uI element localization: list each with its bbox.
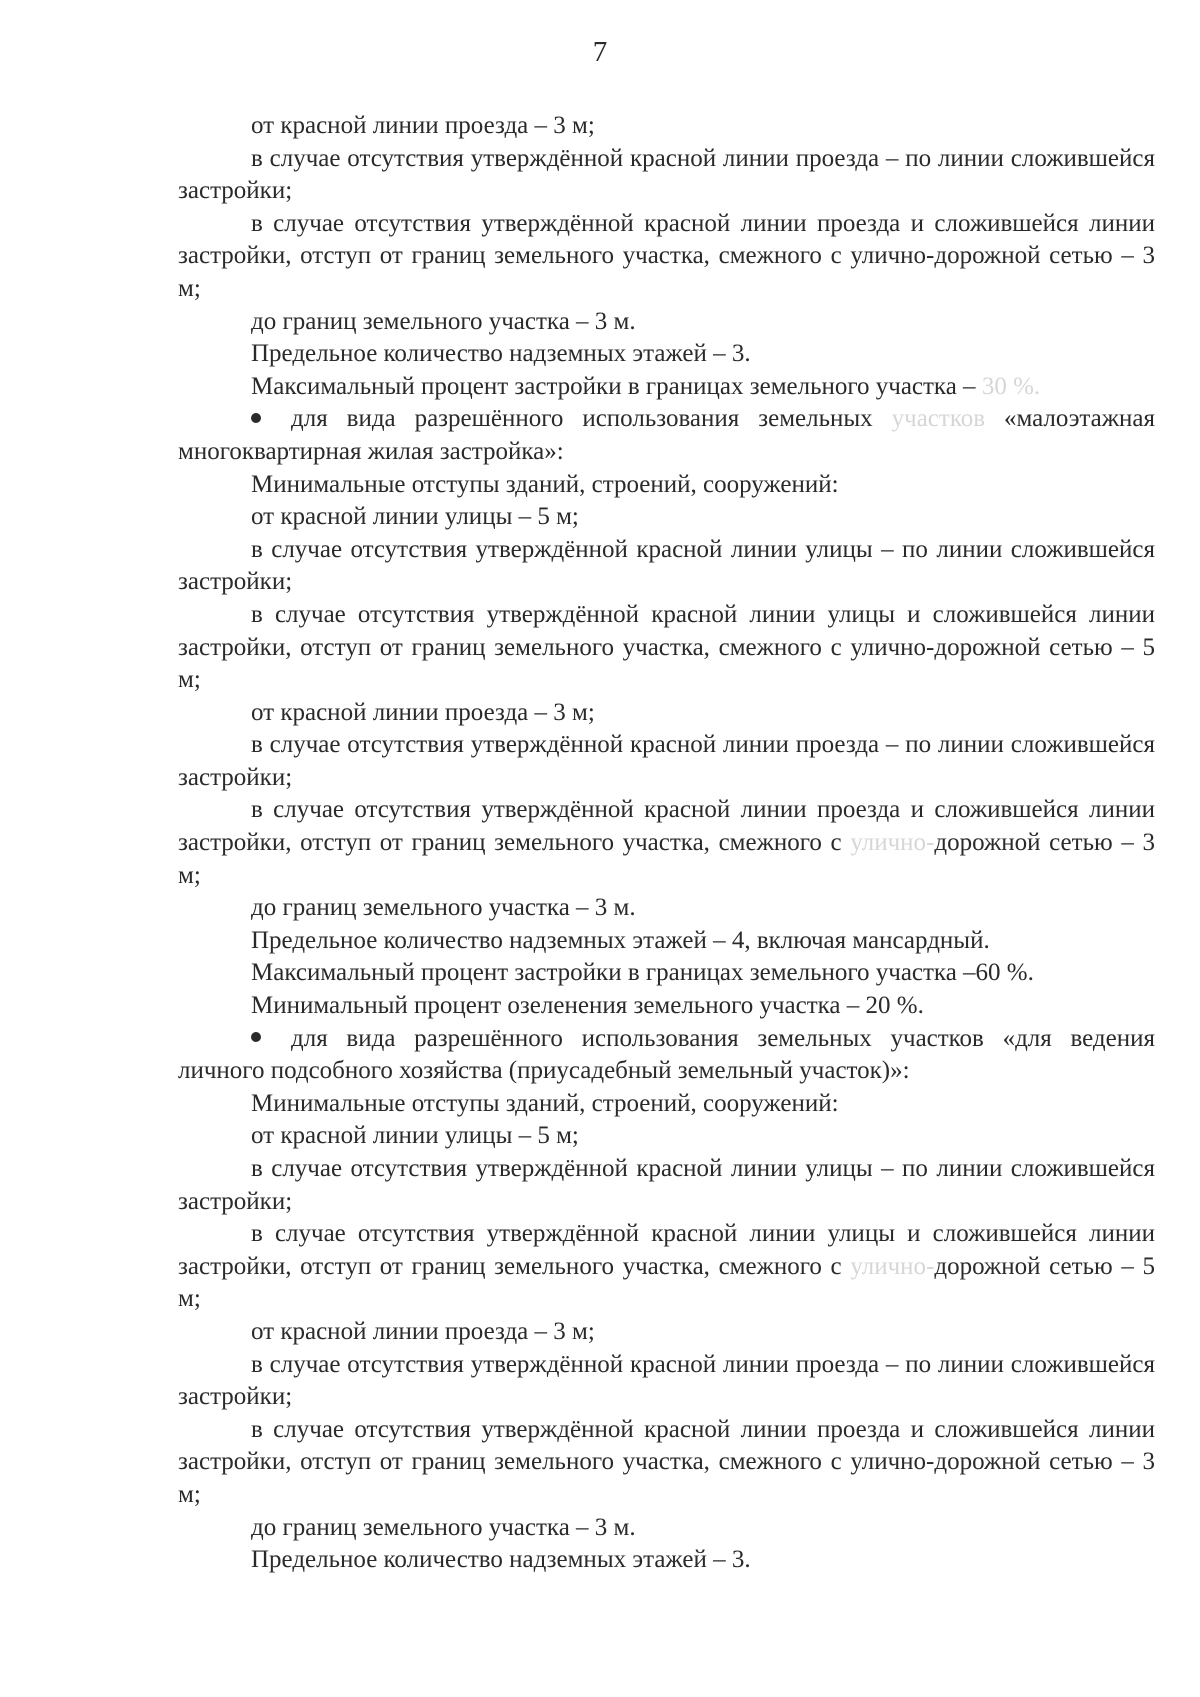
paragraph: до границ земельного участка – 3 м. — [251, 894, 636, 922]
document-body — [178, 110, 1155, 1577]
bullet-icon — [251, 413, 261, 423]
paragraph: в случае отсутствия утверждённой красной линии улицы и сложившейся линии застройки, отступ от границ земельного участка, смежного с улично-дорожной сетью – 5 м; — [178, 600, 1155, 694]
paragraph: Минимальные отступы зданий, строений, сооружений: — [251, 470, 839, 498]
faded-text: участков — [891, 405, 985, 433]
paragraph: от красной линии проезда – 3 м; — [251, 1317, 595, 1345]
paragraph: до границ земельного участка – 3 м. — [251, 307, 636, 335]
paragraph: Максимальный процент застройки в границах земельного участка – 30 %. — [251, 372, 1041, 400]
bullet-icon — [251, 1032, 261, 1042]
page-number: 7 — [592, 36, 608, 68]
bullet-paragraph: для вида разрешённого использования земельных участков «для ведения личного подсобного хозяйства (приусадебный земельный участок)»: — [178, 1024, 1155, 1085]
faded-text: улично- — [850, 1252, 935, 1280]
faded-text: 30 %. — [981, 372, 1041, 400]
paragraph: в случае отсутствия утверждённой красной линии проезда и сложившейся линии застройки, отступ от границ земельного участка, смежного с улично-дорожной сетью – 3 м; — [178, 209, 1155, 302]
faded-text: улично- — [850, 829, 935, 857]
paragraph: в случае отсутствия утверждённой красной линии проезда – по линии сложившейся застройки; — [178, 144, 1155, 205]
paragraph: Предельное количество надземных этажей – 4, включая мансардный. — [251, 926, 990, 954]
paragraph: Минимальные отступы зданий, строений, сооружений: — [251, 1089, 839, 1117]
paragraph: от красной линии проезда – 3 м; — [251, 698, 595, 726]
paragraph: в случае отсутствия утверждённой красной линии улицы – по линии сложившейся застройки; — [178, 1155, 1155, 1215]
paragraph: в случае отсутствия утверждённой красной линии улицы и сложившейся линии застройки, отступ от границ земельного участка, смежного с улично-дорожной сетью – 5 м; — [178, 1220, 1155, 1313]
paragraph: Максимальный процент застройки в границах земельного участка –60 %. — [251, 959, 1034, 987]
paragraph: от красной линии улицы – 5 м; — [251, 1122, 579, 1150]
paragraph: в случае отсутствия утверждённой красной линии проезда – по линии сложившейся застройки; — [178, 1350, 1155, 1411]
paragraph: в случае отсутствия утверждённой красной линии проезда и сложившейся линии застройки, отступ от границ земельного участка, смежного с улично-дорожной сетью – 3 м; — [178, 1415, 1155, 1508]
paragraph: в случае отсутствия утверждённой красной линии улицы – по линии сложившейся застройки; — [178, 535, 1155, 596]
paragraph: от красной линии улицы – 5 м; — [251, 503, 579, 531]
paragraph: Предельное количество надземных этажей – 3. — [251, 1546, 751, 1574]
paragraph: Минимальный процент озеленения земельного участка – 20 %. — [251, 992, 924, 1020]
bullet-paragraph: для вида разрешённого использования земельных участков «малоэтажная многоквартирная жилая застройка»: — [178, 405, 1155, 465]
paragraph: до границ земельного участка – 3 м. — [251, 1513, 636, 1541]
paragraph: Предельное количество надземных этажей – 3. — [251, 340, 751, 368]
paragraph: в случае отсутствия утверждённой красной линии проезда и сложившейся линии застройки, отступ от границ земельного участка, смежного с улично-дорожной сетью – 3 м; — [178, 796, 1155, 889]
paragraph: в случае отсутствия утверждённой красной линии проезда – по линии сложившейся застройки; — [178, 731, 1155, 791]
paragraph: от красной линии проезда – 3 м; — [251, 112, 595, 139]
